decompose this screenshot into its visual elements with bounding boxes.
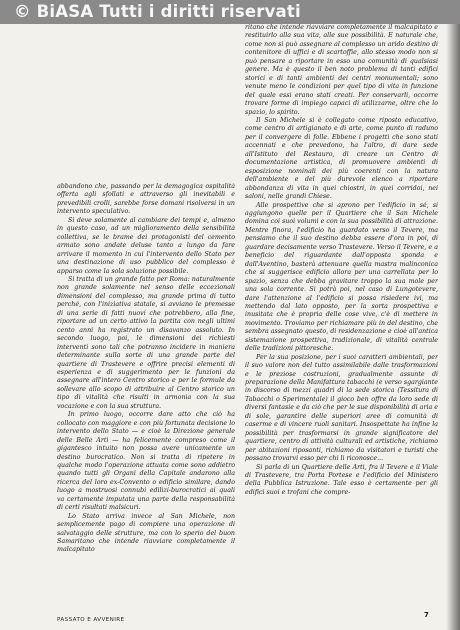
paragraph: Alle prospettive che si aprono per l'edificio in sé, si aggiungono quelle per il Quartiere che il San Michele domina coi suoi volumi e con la sua possibilità di attrazione. Mentre finora, l'edificio ha guardato verso il Tevere, ma pensiamo che il suo destino debba essere d'ora in poi, di guardare decisamente verso Trastevere. Verso il Tevere, e a beneficio del riguardante dall'opposta sponda e dall'Aventino, basterà attenuare quella mastra malinconica che si suggerisce edificio allora per una carrellata per lo spazio, senza che debba gravitare troppo la sua mole per una sola corrente. Si potrà poi, nel caso di Lungotevere, dare l'attenzione al l'edificio si possa risiedere ivi, ma mettendo dal lato opposto, per la sorta prospettiva e inusitata che è propria delle cose vive, c'è di mettere in movimento. Troviamo per richiamare più in del destino, che sembra assegnato questo, di residenzazione e cioè all'antica sistemazione prospettiva, tradizionale, di vitalità centrale delle tradizioni pittoresche.	[245, 201, 438, 353]
right-text-column	[245, 24, 438, 601]
paragraph: Lo Stato arriva invece al San Michele, non semplicemente pago di compiere una operazione di salvataggio delle strutture, ma con lo sperio del buon Samaritano che intende riavviare completamente il malcapitato	[57, 512, 235, 554]
left-text-column	[57, 183, 235, 611]
paragraph: Si parla di un Quartiere delle Arti, fra il Tevere e il Viale di Trastevere, tra Porta Portese e l'edificio del Ministero della Pubblica Istruzione. Tale esso è certamente per gli edifici suoi e trofani che compre-	[245, 463, 438, 496]
paragraph: Si tratta di un grande fatto per Roma: naturalmente non grande solamente nel senso delle eccezionali dimensioni del complesso, ma grande prima di tutto perché, con l'iniziativa statale, si avviano le premesse di una serie di fatti nuovi che potrebbero, alla fine, riportare ad un certo attivo la partita con negli ultimi cento anni ha registrato un disavanzo assoluto. In secondo luogo, poi, le dimensioni dei richiesti interventi sono tali che potranno incidere in maniera determinante sulla sorte di una grande parte del quartiere di Trastevere e offrire precisi elementi di esperienza e di suggerimento per le funzioni da assegnare all'intero Centro storico e per le formule da sollevare allo scopo di attribuire al Centro storico un tipo di vitalità che risulti in armonia con la sua vocazione e con la sua struttura.	[57, 275, 235, 410]
paragraph: Si deve solamente al cambiare dei tempi e, almeno in questo caso, ad un miglioramento della sensibilità collettiva, se le brame dei protagonisti del cemento armato sono andate deluse tanto a lungo da fare arrivare il momento in cui l'intervento dello Stato per una destinazione di uso pubblico del complesso è apparso come la sola soluzione possibile.	[57, 216, 235, 275]
paragraph: ritano che intende riavviare completamente il malcapitato e restituirlo alla sua vita, alle sue possibilità. E naturale che, come non si può assegnare al complesso un arido destino di contenitore di uffici e di scartoffie, allo stesso modo non si può pensare a riportare in esso una comunità di qualsiasi genere. Ma è questo il ben noto problema di tanti edifici storici e di tanti ambienti dei centri monumentali; sono venute meno le condizioni per quel tipo di vita in funzione del quale essi erano stati creati. Per conservarli, occorre trovare forme di impiego capaci di utilizzarne, oltre che lo spazio, lo spirito.	[245, 24, 438, 116]
page-number: 7	[424, 611, 429, 619]
running-footer: PASSATO E AVVENIRE	[57, 617, 125, 623]
paragraph: Per la sua posizione, per i suoi caratteri ambientali, per il suo valore non del tutto assimilabile dalle trasformazioni e le preziose costruzioni, gradualmente assunte di preparazione della Manifattura tabacchi (e verso sgargiante in discorso di mezzi quadri di la sede storica (Tessitura di Tabacchi o Sperimentale) il gioco ben offre da loro sede di diversi fantasie e da ciò che per le sue disponibilità di aria e di sole, garantire delle superiori aree di comunità di caserme e di vincere ruoli sanitari. Insospettate ha infine la possibilità per trasformarsi in grande significatore del quartiere, centro di attività culturali ed artistiche, richiamo per abitazioni riposanti, richiamo da visitatori e turisti che possano trovarvi esso per chi li riconosce...	[245, 353, 438, 463]
paragraph: In primo luogo, occorre dare atto che ciò ha collocato con maggiore e con più fortunata decisione lo intervento dello Stato — e cioè la Direzione generale delle Belle Arti — ha felicemente compreso come il gigantesco intuito non possa avere unicamente un destino burocratico. Non si tratta di ripetere in qualche modo l'operazione attuata come sono addietro quando tutti gli Organi della Capitale andarono alla ricerca del loro ex-Convento o edificio similare, dando luogo a mostruosi connubi edilizi-burocratici ai quali va certamente imputata una parte della responsabilità di certi risultati malsicuri.	[57, 411, 235, 512]
watermark-banner: © BiASA Tutti i diritti riservati	[0, 0, 460, 24]
paragraph: Il San Michele si è collegato come riposto educativo, come centro di artigianato e di arte, come punto di raduno per il convergere di folle. Ebbene i progetti che sono stati accennati e che prevedono, ha l'altro, di dare sede all'Istituto del Restauro, di creare un Centro di documentazione artistica, di promuovere ambienti di esposizione nominali dei più coerenti con la natura dell'ambiente e del più durevole elenco a riportare abbondanza di vita in quei chiostri, in quei corridoi, nei saloni, nelle grandi Chiese.	[245, 116, 438, 201]
paragraph: abbandono che, passando per la demagogica ospitalità offerta agli sfollati e attraverso gli inevitabili e prevedibili crolli, sarebbe forse domani risolversi in un intervento speculativo.	[57, 183, 235, 216]
